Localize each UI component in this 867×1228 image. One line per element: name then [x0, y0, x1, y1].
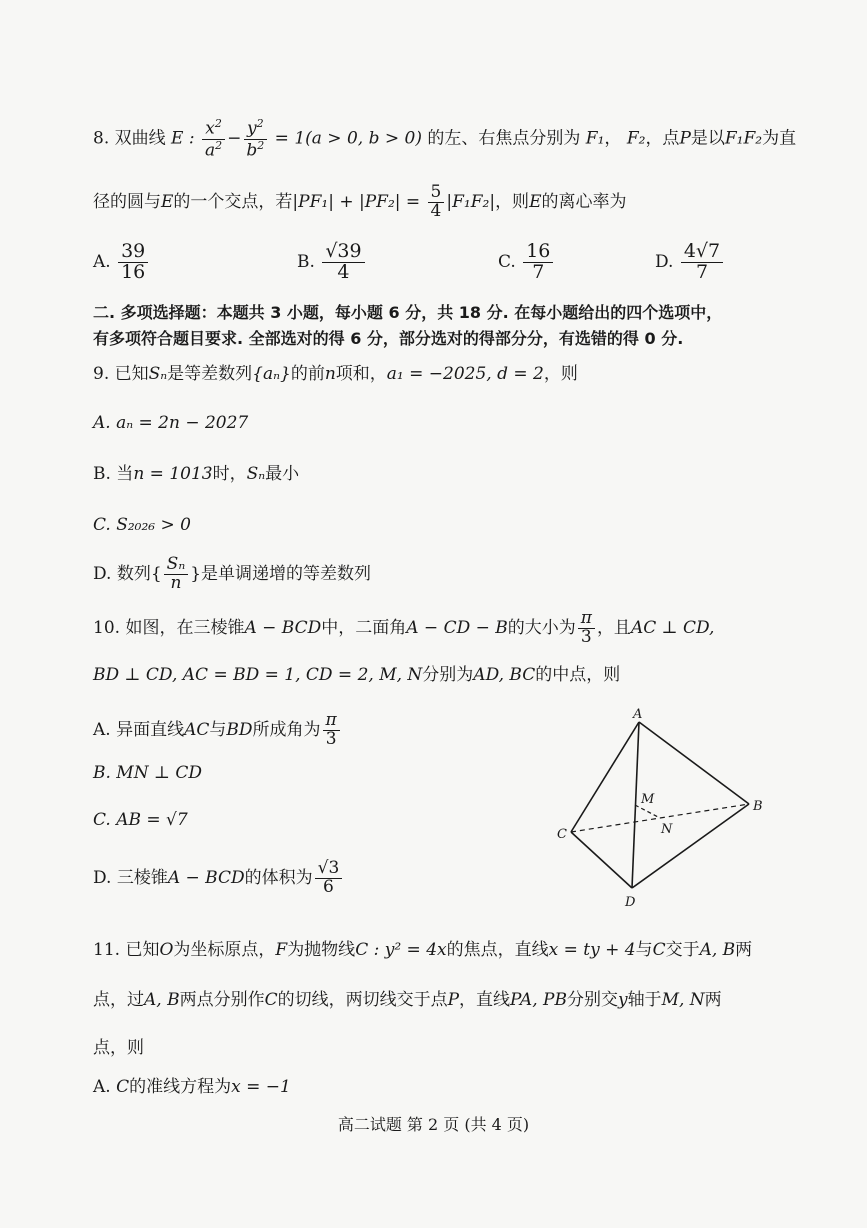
q9-sn: Sₙ	[148, 364, 168, 384]
q9-b-expr: n = 1013	[133, 464, 213, 484]
q11-a-pre: A.	[93, 1077, 117, 1097]
q10-l1-fd: 3	[580, 626, 592, 647]
q10-d-expr: A − BCD	[167, 867, 245, 888]
frac-x2a2: $\frac{x^2}{a^2}$	[202, 118, 225, 160]
q8-opt-b-num: √39	[322, 242, 364, 263]
q11-l2-papb: PA, PB	[510, 990, 567, 1010]
q8-opt-d-den: 7	[695, 260, 709, 283]
edge-ab	[639, 722, 749, 804]
q10-l1-fn: π	[578, 610, 595, 629]
q10-l1-e: 的大小为	[507, 617, 576, 638]
q9-d-pre: D. 数列	[93, 563, 151, 584]
q11-l2-mn: M, N	[661, 990, 705, 1010]
q8-text3: 是以	[690, 128, 725, 149]
q10-l2-b: 分别为	[422, 665, 474, 685]
q9-stem-c: 的前	[290, 364, 325, 384]
q8-line2e: E	[529, 191, 542, 212]
q11-l1-c: 为抛物线	[287, 940, 356, 960]
q10-option-c: C. AB = √7	[93, 810, 188, 830]
section2-line2: 有多项符合题目要求. 全部选对的得 6 分，部分选对的得部分分，有选错的得 0 分.	[93, 329, 684, 348]
q8-p: P	[679, 128, 691, 149]
q8-opt-d-label: D.	[655, 251, 674, 272]
label-c: C	[557, 827, 567, 842]
q8-opt-a-label: A.	[93, 251, 111, 272]
q11-l2-c: C	[264, 990, 278, 1010]
q11-l1-f: F	[275, 940, 288, 960]
q8-opt-c-den: 7	[532, 260, 545, 283]
q8-option-a	[93, 242, 150, 283]
q10-d-post: 的体积为	[244, 867, 313, 888]
q9-option-b	[93, 464, 299, 484]
q11-l2-a: 点，过	[93, 990, 144, 1010]
q8-text2: ，点	[645, 128, 680, 149]
q9-b-post: 最小	[265, 464, 300, 484]
q9-d-den: n	[170, 572, 182, 593]
q10-l2-d: 的中点，则	[535, 665, 621, 685]
q9-stem-b: 是等差数列	[167, 364, 253, 384]
q8-number: 8. 双曲线	[93, 128, 166, 149]
label-a: A	[633, 707, 643, 722]
q8-option-b	[297, 242, 367, 283]
q10-option-b: B. MN ⊥ CD	[93, 763, 203, 783]
q8-opt-b-label: B.	[297, 251, 315, 272]
q11-a-eq: x = −1	[231, 1077, 291, 1097]
q9-d-post: 是单调递增的等差数列	[201, 563, 372, 584]
q8-opt-c-label: C.	[498, 251, 516, 272]
q11-l2-g: 轴于	[627, 990, 662, 1010]
q8-opt-a-frac	[118, 242, 148, 283]
q9-b-mid: 时，	[212, 464, 247, 484]
q8-opt-d-num: 4√7	[681, 242, 723, 263]
q10-d-fn: √3	[315, 860, 343, 879]
frac-y2b2: $\frac{y^2}{b^2}$	[243, 118, 267, 160]
q8-line2f: 的离心率为	[541, 191, 627, 212]
q11-l2-d: 的切线，两切线交于点	[277, 990, 448, 1010]
q10-l1-g: AC ⊥ CD,	[630, 617, 715, 638]
edge-ac	[571, 722, 639, 832]
q9-cond: a₁ = −2025, d = 2	[386, 364, 544, 384]
edge-cd	[571, 832, 632, 888]
q10-option-a	[93, 712, 342, 749]
q10-a-post: 所成角为	[252, 719, 321, 740]
q8-text4: 为直	[762, 128, 797, 149]
label-m: M	[641, 792, 655, 807]
q10-l1-frac	[578, 610, 595, 647]
q8-eq-rhs: = 1(a > 0, b > 0)	[269, 128, 422, 149]
q10-line1	[93, 610, 714, 647]
q11-line3: 点，则	[93, 1038, 144, 1058]
edge-bd	[632, 804, 749, 888]
q11-l1-f2: 交于	[665, 940, 700, 960]
q8-line2d: ，则	[495, 191, 530, 212]
q10-l2-a: BD ⊥ CD, AC = BD = 1, CD = 2, M, N	[93, 665, 423, 685]
q9-stem-d: 项和，	[335, 364, 387, 384]
q9-d-frac	[164, 556, 189, 593]
q11-l1-a: 11. 已知	[93, 940, 160, 960]
q8-option-c	[498, 242, 555, 283]
q8-line2c: 的一个交点，若	[173, 191, 293, 212]
q8-f1f2: F₁F₂	[724, 128, 763, 149]
q11-l2-b: 两点分别作	[179, 990, 265, 1010]
section2-line1: 二. 多项选择题：本题共 3 小题，每小题 6 分，共 18 分. 在每小题给出的四个选项中，	[93, 303, 723, 322]
q8-eq-lhs: E :	[171, 128, 200, 149]
q9-d-num: Sₙ	[164, 556, 189, 575]
q10-option-d	[93, 860, 344, 897]
page-footer: 高二试题 第 2 页 (共 4 页)	[337, 1115, 530, 1134]
q8-comma: ，	[604, 128, 622, 149]
q9-an: {aₙ}	[252, 364, 291, 384]
q9-b-pre: B. 当	[93, 464, 134, 484]
q11-l1-o: O	[159, 940, 174, 960]
q8-abs-expr: |PF₁| + |PF₂| =	[292, 191, 426, 212]
q8-option-d	[655, 242, 725, 283]
q8-opt-c-num: 16	[523, 242, 553, 263]
q8-opt-a-den: 16	[121, 260, 146, 283]
q8-line2a: 径的圆与	[93, 191, 161, 212]
tetrahedron-figure	[545, 700, 785, 915]
q8-opt-b-den: 4	[337, 260, 350, 283]
label-b: B	[753, 799, 763, 814]
q10-d-fd: 6	[323, 876, 334, 897]
q10-a-ac: AC	[184, 719, 210, 740]
q8-line2b: E	[161, 191, 174, 212]
label-d: D	[625, 895, 636, 910]
q11-l2-e: ，直线	[459, 990, 511, 1010]
q11-l1-ab: A, B	[699, 940, 736, 960]
q9-option-c: C. S₂₀₂₆ > 0	[93, 515, 191, 535]
q11-l1-d: 的焦点，直线	[446, 940, 549, 960]
q8-opt-d-frac	[681, 242, 723, 283]
q8-line2	[93, 184, 626, 221]
q8-opt-a-num: 39	[118, 242, 148, 263]
q9-n: n	[324, 364, 336, 384]
q11-a-mid: 的准线方程为	[129, 1077, 232, 1097]
q8-line1: 8. 双曲线 E : $\frac{x^2}{a^2}$ − $\frac{y^2}{b^2}$ = 1(a > 0, b > 0) 的左、右焦点分别为 F₁， F₂，点P是以F₁F₂为直	[93, 117, 797, 161]
q9-option-d: D. 数列{ $\frac{\text{Sₙ}}{n}$ }是单调递增的等差数列	[93, 554, 372, 593]
q11-l1-c2: C	[652, 940, 666, 960]
q8-opt-b-frac	[322, 242, 364, 283]
q11-l2-f: 分别交	[566, 990, 618, 1010]
q10-a-mid: 与	[209, 719, 227, 740]
label-n: N	[661, 822, 673, 837]
q10-l1-b: A − BCD	[244, 617, 322, 638]
q11-l1-eq: C : y² = 4x	[355, 940, 447, 960]
q10-line2	[93, 665, 620, 685]
q11-l1-b: 为坐标原点，	[173, 940, 276, 960]
q10-a-frac	[323, 712, 340, 749]
q11-a-c: C	[116, 1077, 130, 1097]
q10-l1-f: ，且	[596, 617, 631, 638]
q8-opt-c-frac	[523, 242, 553, 283]
q11-line2	[93, 990, 722, 1010]
q11-l1-e: 与	[635, 940, 653, 960]
q9-b-sn: Sₙ	[246, 464, 266, 484]
q8-text1: 的左、右焦点分别为	[427, 128, 581, 149]
q8-f1: F₁	[585, 128, 605, 149]
q11-l2-h: 两	[704, 990, 722, 1010]
q11-l1-g: 两	[735, 940, 753, 960]
q10-a-fd: 3	[325, 728, 337, 749]
q10-d-pre: D. 三棱锥	[93, 867, 168, 888]
q11-l1-line: x = ty + 4	[548, 940, 636, 960]
q11-l2-p: P	[447, 990, 460, 1010]
q11-l2-ab: A, B	[144, 990, 180, 1010]
q9-stem-a: 9. 已知	[93, 364, 149, 384]
q11-line1	[93, 940, 752, 960]
q9-stem	[93, 364, 578, 384]
q10-d-frac	[315, 860, 343, 897]
q10-a-fn: π	[323, 712, 340, 731]
q10-l1-c: 中，二面角	[321, 617, 407, 638]
q10-a-bd: BD	[226, 719, 253, 740]
q9-option-a: A. aₙ = 2n − 2027	[93, 413, 249, 433]
q10-a-pre: A. 异面直线	[93, 719, 185, 740]
q10-l1-d: A − CD − B	[406, 617, 508, 638]
q9-stem-e: ，则	[543, 364, 578, 384]
q8-f2: F₂	[626, 128, 646, 149]
frac-5-4: $\frac{5}{4}$	[428, 184, 445, 221]
q10-l1-a: 10. 如图，在三棱锥	[93, 617, 245, 638]
q11-l2-y: y	[617, 990, 628, 1010]
q11-option-a	[93, 1077, 291, 1097]
q10-l2-c: AD, BC	[473, 665, 536, 685]
q8-abs-tail: |F₁F₂|	[446, 191, 496, 212]
